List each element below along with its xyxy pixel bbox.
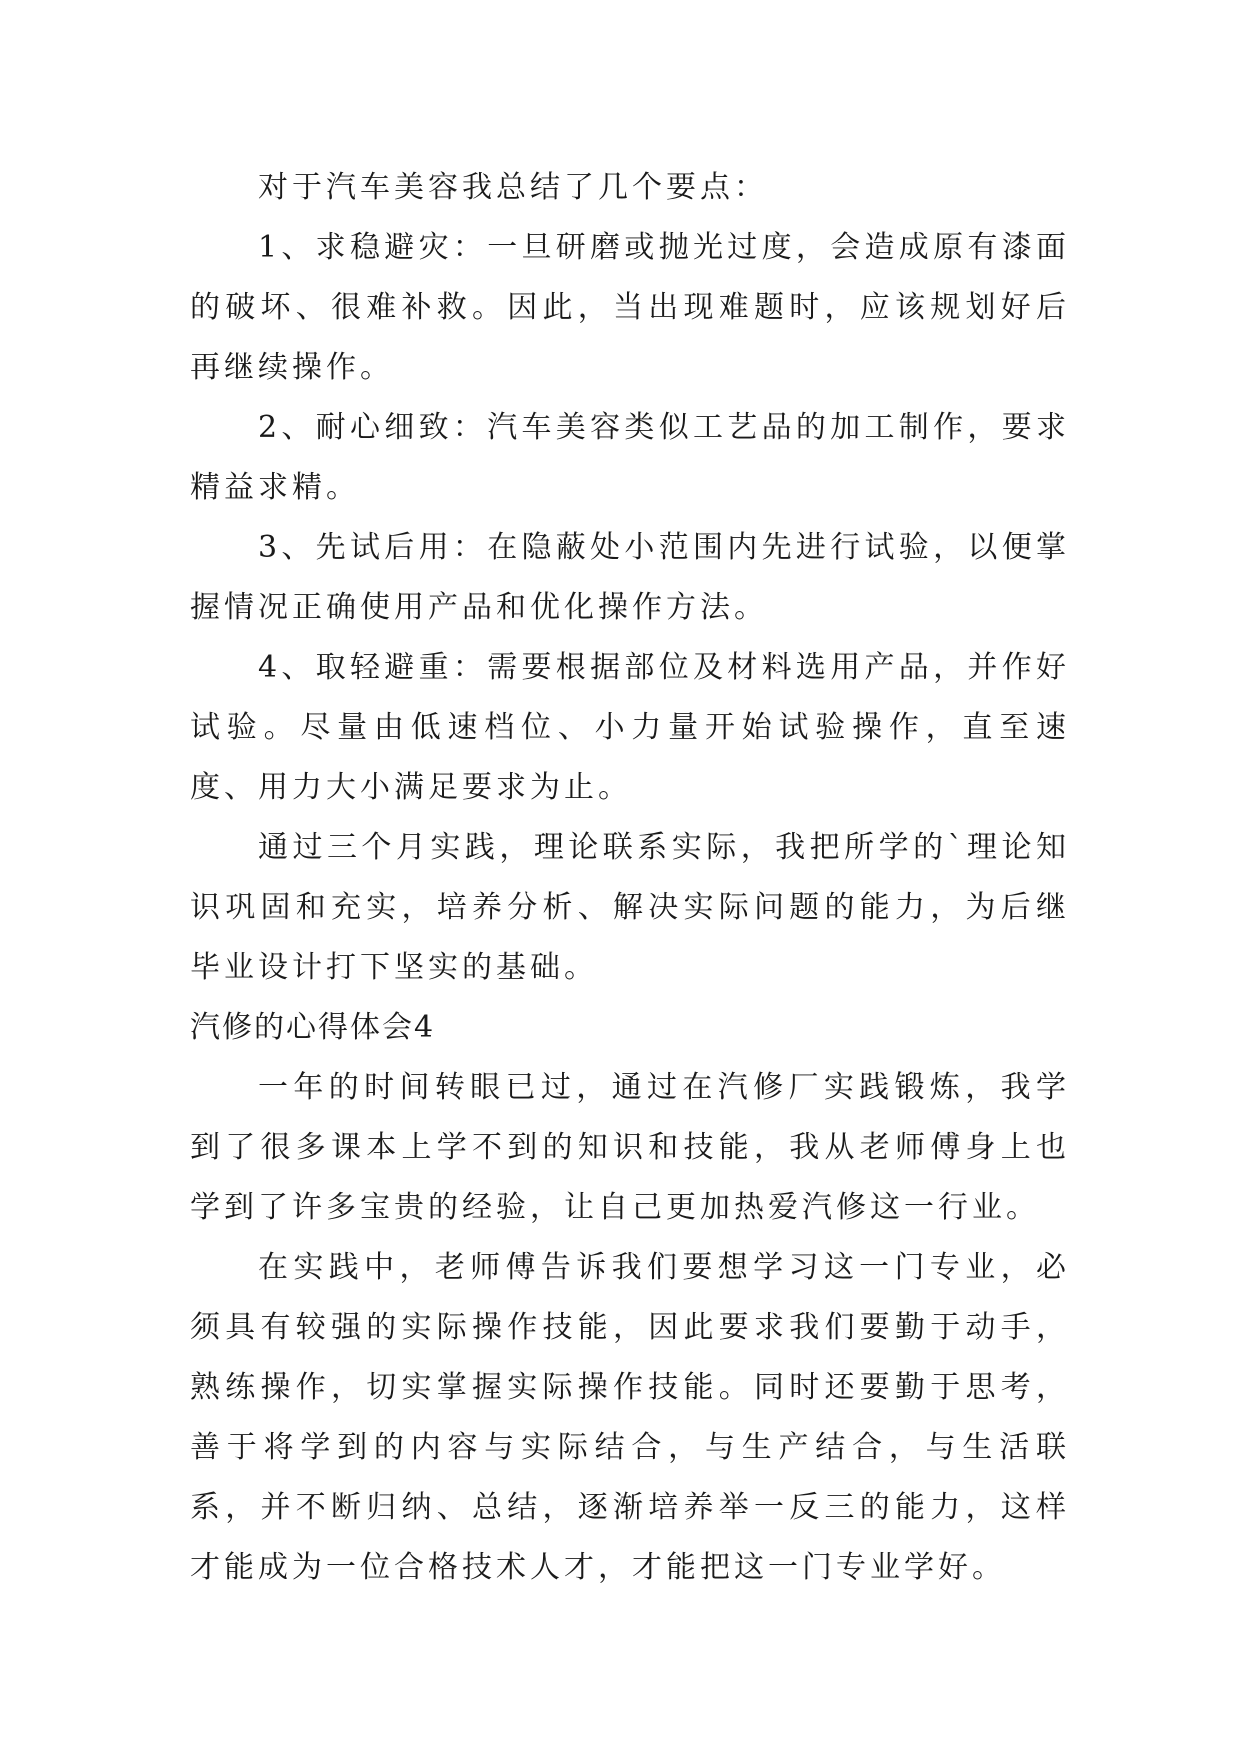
section-title: 汽修的心得体会4 — [190, 1010, 436, 1045]
document-body — [190, 158, 1070, 1598]
paragraph-point-2: 2、耐心细致：汽车美容类似工艺品的加工制作，要求精益求精。 — [190, 410, 1070, 505]
paragraph-point-1: 1、求稳避灾：一旦研磨或抛光过度，会造成原有漆面的破坏、很难补救。因此，当出现难题时，应该规划好后再继续操作。 — [190, 230, 1070, 385]
paragraph-point-4: 4、取轻避重：需要根据部位及材料选用产品，并作好试验。尽量由低速档位、小力量开始试验操作，直至速度、用力大小满足要求为止。 — [190, 650, 1070, 805]
paragraph-experience-1: 一年的时间转眼已过，通过在汽修厂实践锻炼，我学到了很多课本上学不到的知识和技能，我从老师傅身上也学到了许多宝贵的经验，让自己更加热爱汽修这一行业。 — [190, 1070, 1070, 1225]
paragraph-point-3: 3、先试后用：在隐蔽处小范围内先进行试验，以便掌握情况正确使用产品和优化操作方法。 — [190, 530, 1070, 625]
paragraph-intro: 对于汽车美容我总结了几个要点： — [258, 170, 768, 205]
paragraph-summary: 通过三个月实践，理论联系实际，我把所学的`理论知识巩固和充实，培养分析、解决实际问题的能力，为后继毕业设计打下坚实的基础。 — [190, 830, 1070, 985]
paragraph-experience-2: 在实践中，老师傅告诉我们要想学习这一门专业，必须具有较强的实际操作技能，因此要求我们要勤于动手，熟练操作，切实掌握实际操作技能。同时还要勤于思考，善于将学到的内容与实际结合，与生产结合，与生活联系，并不断归纳、总结，逐渐培养举一反三的能力，这样才能成为一位合格技术人才，才能把这一门专业学好。 — [190, 1250, 1070, 1585]
